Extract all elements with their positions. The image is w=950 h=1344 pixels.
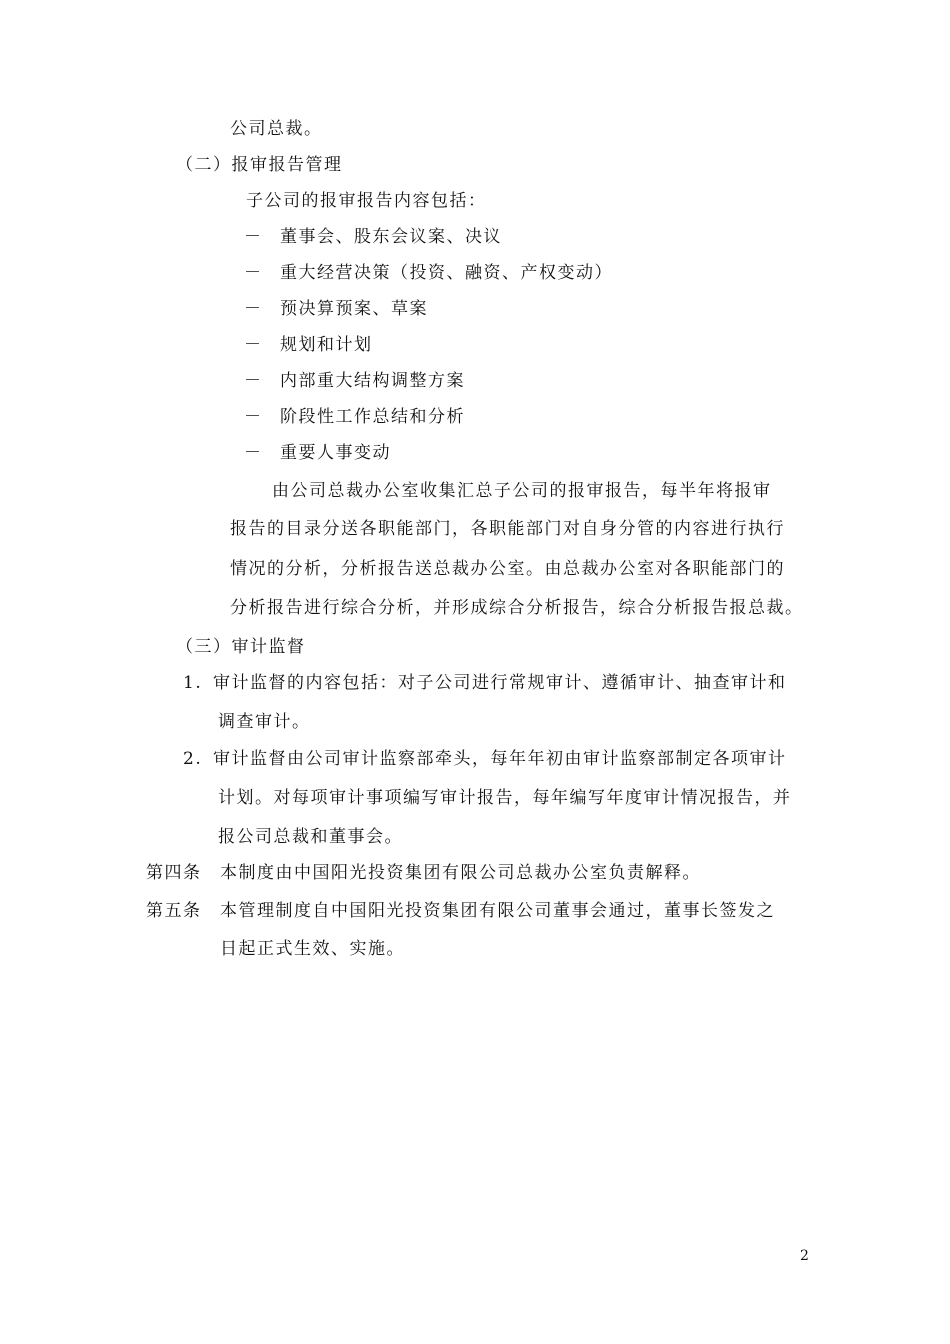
list-item: 规划和计划 xyxy=(280,335,373,355)
bullet-dash: － xyxy=(244,443,261,463)
list-item: 阶段性工作总结和分析 xyxy=(280,407,465,427)
list-item: 内部重大结构调整方案 xyxy=(280,371,465,391)
bullet-dash: － xyxy=(244,335,261,355)
item-number: 1. xyxy=(183,673,203,693)
bullet-dash: － xyxy=(244,299,261,319)
list-item: 重大经营决策（投资、融资、产权变动） xyxy=(280,263,613,283)
item-line: 报公司总裁和董事会。 xyxy=(218,827,403,847)
continuation-line: 公司总裁。 xyxy=(230,119,323,139)
bullet-dash: － xyxy=(244,371,261,391)
bullet-dash: － xyxy=(244,227,261,247)
bullet-dash: － xyxy=(244,407,261,427)
item-line: 调查审计。 xyxy=(218,712,311,732)
page-number: 2 xyxy=(800,1248,809,1264)
article-text: 本制度由中国阳光投资集团有限公司总裁办公室负责解释。 xyxy=(220,863,701,883)
paragraph-line: 分析报告进行综合分析，并形成综合分析报告，综合分析报告报总裁。 xyxy=(230,598,804,618)
paragraph-line: 由公司总裁办公室收集汇总子公司的报审报告，每半年将报审 xyxy=(272,481,772,501)
article-text: 日起正式生效、实施。 xyxy=(220,939,405,959)
paragraph-line: 报告的目录分送各职能部门，各职能部门对自身分管的内容进行执行 xyxy=(230,519,785,539)
item-line: 计划。对每项审计事项编写审计报告，每年编写年度审计情况报告，并 xyxy=(218,788,792,808)
list-item: 预决算预案、草案 xyxy=(280,299,428,319)
item-number: 2. xyxy=(183,749,203,769)
section2-heading: （二）报审报告管理 xyxy=(176,155,343,175)
article-label: 第五条 xyxy=(146,901,202,921)
article-text: 本管理制度自中国阳光投资集团有限公司董事会通过，董事长签发之 xyxy=(220,901,775,921)
section3-heading: （三）审计监督 xyxy=(176,637,306,657)
section2-intro: 子公司的报审报告内容包括： xyxy=(246,191,487,211)
bullet-dash: － xyxy=(244,263,261,283)
list-item: 董事会、股东会议案、决议 xyxy=(280,227,502,247)
list-item: 重要人事变动 xyxy=(280,443,391,463)
paragraph-line: 情况的分析，分析报告送总裁办公室。由总裁办公室对各职能部门的 xyxy=(230,559,785,579)
item-line: 审计监督由公司审计监察部牵头，每年年初由审计监察部制定各项审计 xyxy=(213,749,787,769)
item-line: 审计监督的内容包括：对子公司进行常规审计、遵循审计、抽查审计和 xyxy=(213,673,787,693)
article-label: 第四条 xyxy=(146,863,202,883)
